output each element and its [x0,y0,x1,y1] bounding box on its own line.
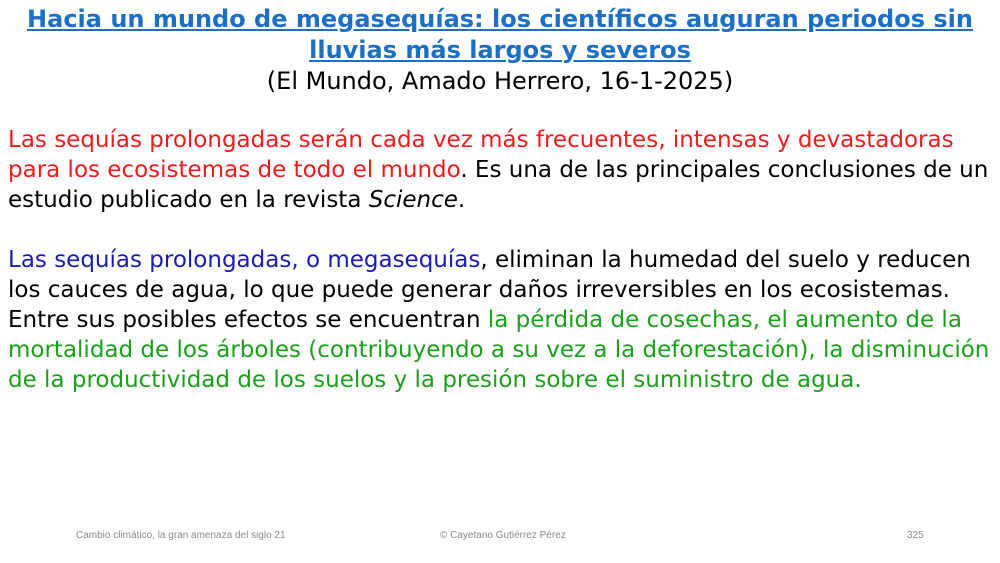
source-citation: (El Mundo, Amado Herrero, 16-1-2025) [266,67,734,95]
paragraph-1 [8,125,994,215]
paragraph-2 [8,245,994,395]
paragraph-2-text: , eliminan la humedad del suelo y reducen los cauces de agua, lo que puede generar daños irreversibles en los ecosistemas. Entre sus posibles efectos se encuentran [8,247,971,333]
paragraph-2-highlight: Las sequías prolongadas, o megasequías [8,247,481,273]
paragraph-1-text: . Es una de las principales conclusiones de un estudio publicado en la revista [8,157,989,213]
paragraph-2-effects: la pérdida de cosechas, el aumento de la mortalidad de los árboles (contribuyendo a su vez a la deforestación), la disminución de la productividad de los suelos y la presión sobre el suministro de agua. [8,307,990,393]
journal-name: Science [368,187,458,213]
slide-title[interactable]: Hacia un mundo de megasequías: los científicos auguran periodos sin lluvias más largos y severos [27,5,973,64]
footer-copyright: © Cayetano Gutiérrez Pérez [440,530,566,541]
paragraph-1-end: . [457,187,466,213]
title-block [8,4,992,97]
paragraph-1-highlight: Las sequías prolongadas serán cada vez más frecuentes, intensas y devastadoras para los ecosistemas de todo el mundo [8,127,954,183]
slide-body [8,125,994,395]
footer-course-title: Cambio climático, la gran amenaza del siglo 21 [76,530,286,541]
footer-page-number: 325 [907,530,924,541]
